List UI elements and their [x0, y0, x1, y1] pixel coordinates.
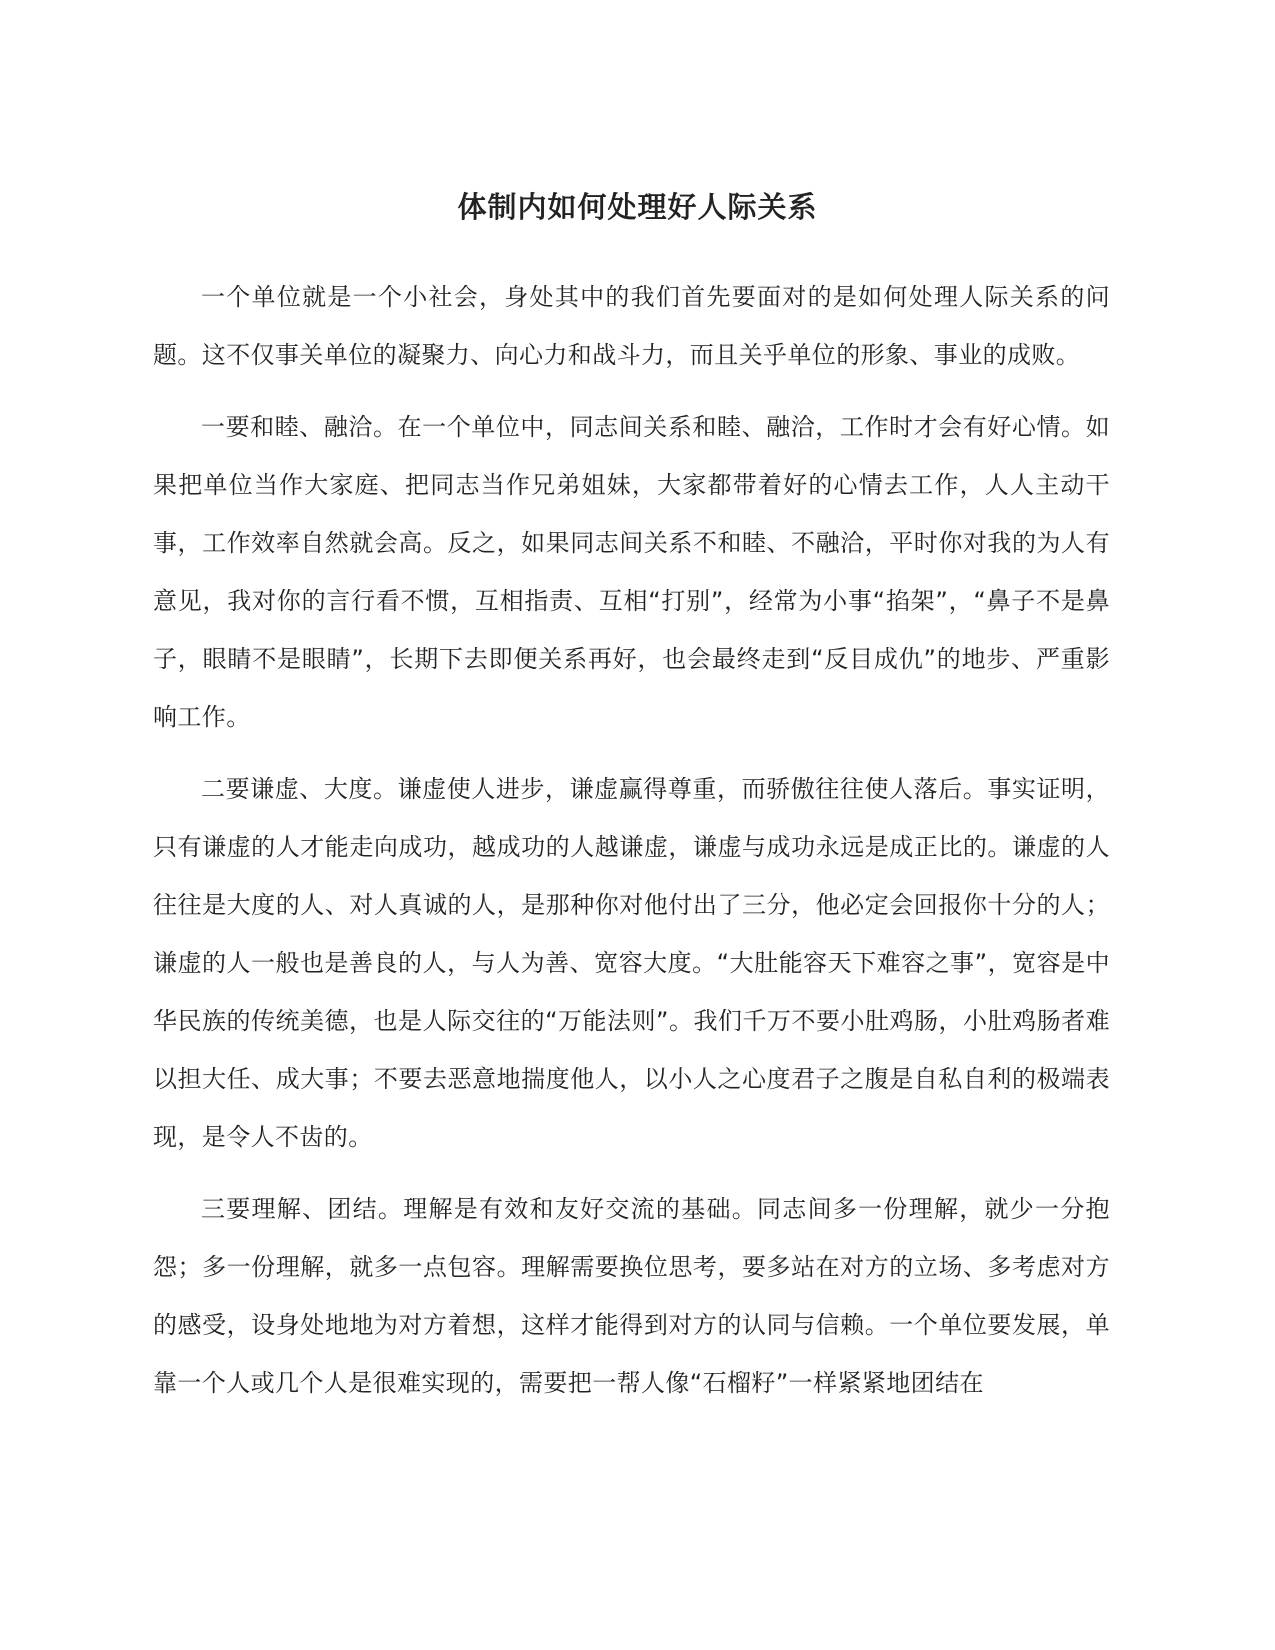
- paragraph-understanding: 三要理解、团结。理解是有效和友好交流的基础。同志间多一份理解，就少一分抱怨；多一份理解，就多一点包容。理解需要换位思考，要多站在对方的立场、多考虑对方的感受，设身处地地为对方着想，这样才能得到对方的认同与信赖。一个单位要发展，单靠一个人或几个人是很难实现的，需要把一帮人像“石榴籽”一样紧紧地团结在: [153, 1195, 1110, 1397]
- paragraph-modesty: 二要谦虚、大度。谦虚使人进步，谦虚赢得尊重，而骄傲往往使人落后。事实证明，只有谦虚的人才能走向成功，越成功的人越谦虚，谦虚与成功永远是成正比的。谦虚的人往往是大度的人、对人真诚的人，是那种你对他付出了三分，他必定会回报你十分的人；谦虚的人一般也是善良的人，与人为善、宽容大度。“大肚能容天下难容之事”，宽容是中华民族的传统美德，也是人际交往的“万能法则”。我们千万不要小肚鸡肠，小肚鸡肠者难以担大任、成大事；不要去恶意地揣度他人，以小人之心度君子之腹是自私自利的极端表现，是令人不齿的。: [153, 775, 1110, 1151]
- document-title: 体制内如何处理好人际关系: [457, 190, 818, 224]
- paragraph-harmony: 一要和睦、融洽。在一个单位中，同志间关系和睦、融洽，工作时才会有好心情。如果把单位当作大家庭、把同志当作兄弟姐妹，大家都带着好的心情去工作，人人主动干事，工作效率自然就会高。反之，如果同志间关系不和睦、不融洽，平时你对我的为人有意见，我对你的言行看不惯，互相指责、互相“打别”，经常为小事“掐架”，“鼻子不是鼻子，眼睛不是眼睛”，长期下去即便关系再好，也会最终走到“反目成仇”的地步、严重影响工作。: [153, 413, 1110, 731]
- paragraph-intro: 一个单位就是一个小社会，身处其中的我们首先要面对的是如何处理人际关系的问题。这不仅事关单位的凝聚力、向心力和战斗力，而且关乎单位的形象、事业的成败。: [153, 283, 1110, 369]
- document-body: [153, 268, 1110, 1426]
